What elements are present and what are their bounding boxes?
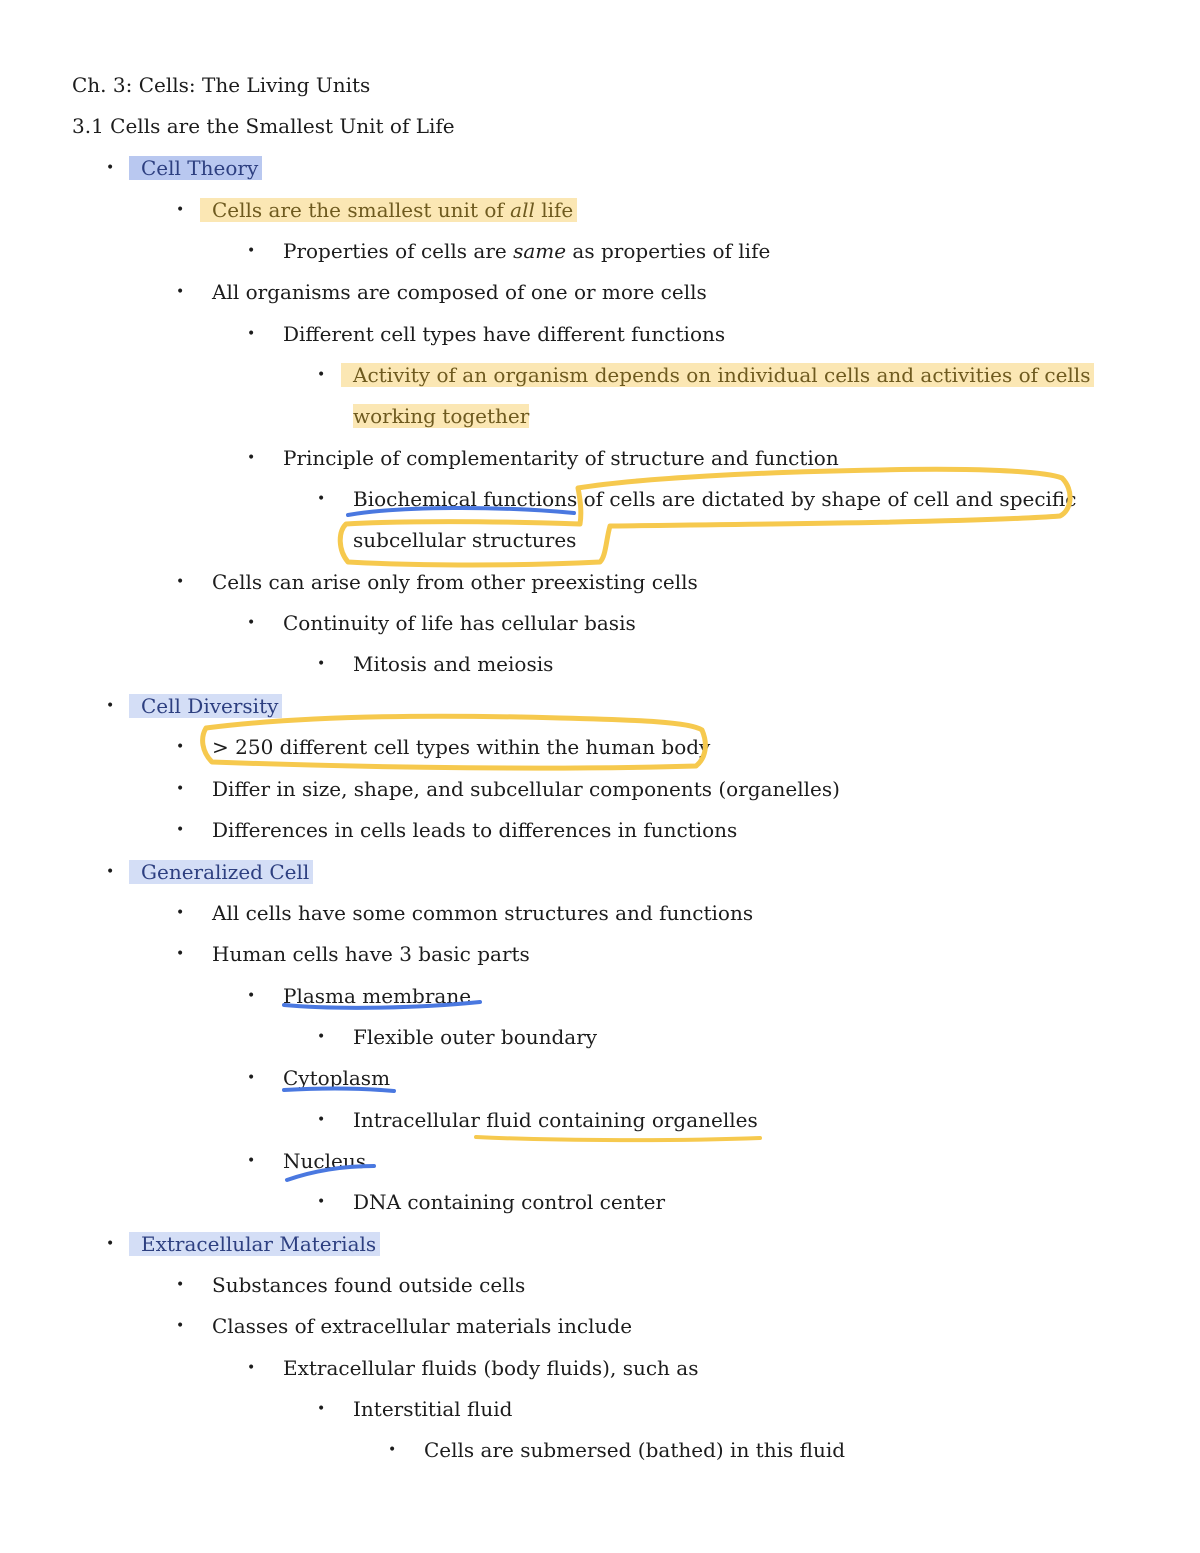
list-item: Differ in size, shape, and subcellular components (organelles) [212,777,840,801]
highlighted-text: working together [353,404,530,428]
text-run: Properties of cells are [283,239,514,263]
list-item: Intracellular fluid containing organelles [353,1108,758,1132]
bullet: • [317,1194,326,1210]
bullet: • [317,1401,326,1417]
list-item: Substances found outside cells [212,1273,526,1297]
bullet: • [317,1112,326,1128]
list-item: Human cells have 3 basic parts [212,942,530,966]
list-item [141,1231,380,1257]
yellow-underline-intracellular [476,1137,760,1140]
list-item: DNA containing control center [353,1190,666,1214]
list-item-continuation [353,403,529,429]
bullet: • [247,1360,256,1376]
list-item: Mitosis and meiosis [353,652,554,676]
list-item: All cells have some common structures and functions [212,901,754,925]
bullet: • [106,864,115,880]
bullet: • [106,160,115,176]
text-run: Cells are the smallest unit of [212,198,511,222]
section-title: 3.1 Cells are the Smallest Unit of Life [72,114,455,138]
emphasis-text: same [513,239,567,263]
bullet: • [247,988,256,1004]
bullet: • [317,656,326,672]
bullet: • [247,326,256,342]
chapter-title: Ch. 3: Cells: The Living Units [72,73,371,97]
bullet: • [106,698,115,714]
list-item: Principle of complementarity of structure and function [283,446,839,470]
list-item [141,155,262,181]
bullet: • [176,781,185,797]
bullet: • [176,905,185,921]
bullet: • [317,1029,326,1045]
list-item [141,693,282,719]
bullet: • [176,202,185,218]
list-item: Extracellular fluids (body fluids), such as [283,1356,699,1380]
text-run: life [534,198,574,222]
bullet: • [247,615,256,631]
list-item: All organisms are composed of one or more cells [212,280,707,304]
list-item [353,362,1094,388]
bullet: • [176,1318,185,1334]
list-item: Plasma membrane [283,984,472,1008]
list-item: Cytoplasm [283,1066,391,1090]
list-item: Flexible outer boundary [353,1025,598,1049]
bullet: • [247,450,256,466]
bullet: • [247,1070,256,1086]
emphasis-text: all [510,198,535,222]
list-item: > 250 different cell types within the human body [212,735,711,759]
text-run: as properties of life [566,239,771,263]
bullet: • [247,243,256,259]
list-item: Cells can arise only from other preexisting cells [212,570,698,594]
bullet: • [317,367,326,383]
list-item: Interstitial fluid [353,1397,513,1421]
topic-cell-theory: Cell Theory [129,156,262,180]
list-item: Continuity of life has cellular basis [283,611,636,635]
list-item: Biochemical functions of cells are dictated by shape of cell and specific [353,487,1077,511]
list-item: Differences in cells leads to differences in functions [212,818,738,842]
bullet: • [388,1442,397,1458]
list-item: Classes of extracellular materials include [212,1314,633,1338]
list-item: Different cell types have different functions [283,322,726,346]
topic-cell-diversity: Cell Diversity [129,694,282,718]
list-item [141,859,313,885]
bullet: • [176,1277,185,1293]
list-item-continuation: subcellular structures [353,528,577,552]
bullet: • [176,284,185,300]
list-item [212,197,577,223]
bullet: • [106,1236,115,1252]
list-item [283,238,770,264]
topic-generalized-cell: Generalized Cell [129,860,313,884]
topic-extracellular-materials: Extracellular Materials [129,1232,380,1256]
bullet: • [176,822,185,838]
list-item: Cells are submersed (bathed) in this fluid [424,1438,846,1462]
bullet: • [176,574,185,590]
bullet: • [176,739,185,755]
highlighted-text [200,198,577,222]
highlighted-text: Activity of an organism depends on individual cells and activities of cells [341,363,1094,387]
bullet: • [247,1153,256,1169]
bullet: • [176,946,185,962]
bullet: • [317,491,326,507]
list-item: Nucleus [283,1149,366,1173]
